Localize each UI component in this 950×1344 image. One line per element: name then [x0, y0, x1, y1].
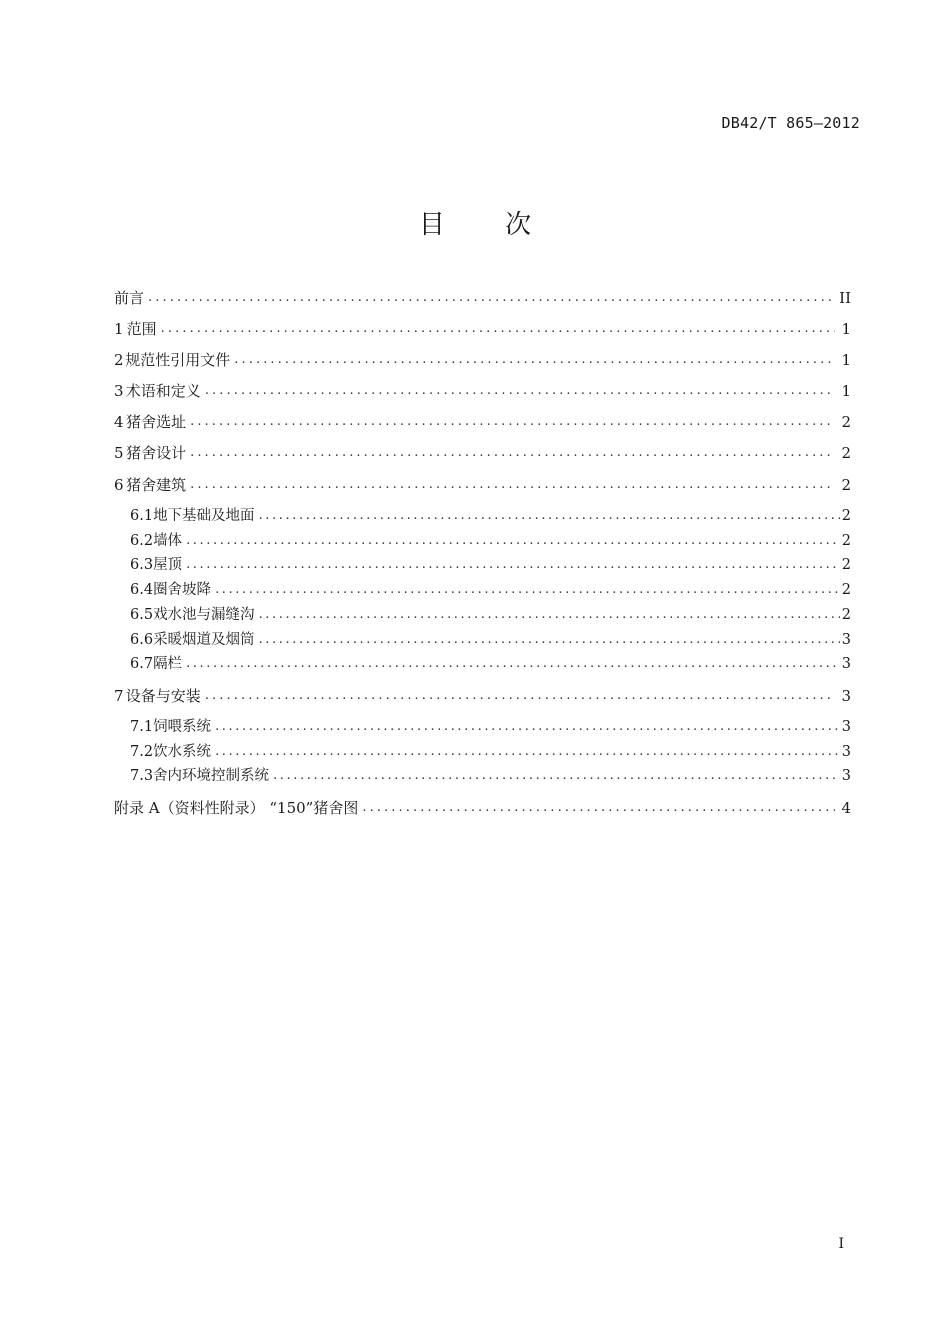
- dot-leader: [186, 555, 840, 575]
- toc-entry-number: 6.5: [130, 607, 154, 623]
- toc-entry-number: 6.6: [130, 632, 154, 648]
- toc-entry-page: 2: [841, 444, 851, 462]
- toc-entry-number: 6.2: [130, 533, 154, 549]
- toc-entry-1[interactable]: [114, 319, 851, 339]
- toc-entry-foreword[interactable]: [114, 288, 851, 308]
- toc-entry-label: 屋顶: [153, 557, 183, 573]
- toc-entry-6-4[interactable]: [114, 580, 851, 600]
- toc-entry-number: 7: [114, 687, 124, 705]
- toc-entry-number: 7.2: [130, 744, 154, 760]
- toc-entry-label: 猪舍建筑: [126, 476, 187, 494]
- toc-entry-page: 2: [841, 508, 851, 524]
- dot-leader: [205, 381, 835, 401]
- dot-leader: [190, 475, 835, 495]
- dot-leader: [186, 654, 840, 674]
- dot-leader: [190, 412, 835, 432]
- toc-entry-label: 地下基础及地面: [153, 508, 255, 524]
- toc-entry-label: 饲喂系统: [153, 719, 212, 735]
- toc-entry-number: 4: [114, 413, 124, 431]
- toc-entry-page: 2: [841, 582, 851, 598]
- toc-entry-page: 2: [841, 533, 851, 549]
- toc-entry-label: 附录 A（资料性附录） “150”猪舍图: [114, 799, 359, 817]
- toc-entry-number: 6.3: [130, 557, 154, 573]
- dot-leader: [215, 580, 840, 600]
- toc-entry-6-6[interactable]: [114, 630, 851, 650]
- dot-leader: [161, 319, 835, 339]
- dot-leader: [362, 798, 835, 818]
- toc-entry-4[interactable]: [114, 412, 851, 432]
- toc-entry-label: 猪舍设计: [126, 444, 187, 462]
- dot-leader: [186, 531, 840, 551]
- toc-entry-6-5[interactable]: [114, 605, 851, 625]
- toc-entry-label: 舍内环境控制系统: [153, 768, 270, 784]
- toc-entry-number: 6: [114, 476, 124, 494]
- toc-entry-6[interactable]: [114, 475, 851, 495]
- toc-entry-7-2[interactable]: [114, 742, 851, 762]
- dot-leader: [273, 766, 840, 786]
- toc-entry-6-7[interactable]: [114, 654, 851, 674]
- toc-entry-label: 墙体: [153, 533, 183, 549]
- toc-entry-page: 3: [841, 719, 851, 735]
- toc-entry-label: 前言: [114, 289, 145, 307]
- toc-entry-label: 范围: [126, 320, 157, 338]
- toc-entry-page: 4: [841, 799, 851, 817]
- toc-entry-page: II: [839, 289, 851, 307]
- toc-entry-number: 1: [114, 320, 124, 338]
- page-number: I: [838, 1236, 844, 1252]
- dot-leader: [215, 717, 840, 737]
- toc-entry-label: 术语和定义: [125, 382, 201, 400]
- toc-entry-page: 3: [841, 744, 851, 760]
- toc-entry-number: 7.3: [130, 768, 154, 784]
- toc-entry-label: 采暖烟道及烟筒: [153, 632, 255, 648]
- toc-entry-page: 3: [841, 768, 851, 784]
- toc-entry-label: 戏水池与漏缝沟: [153, 607, 255, 623]
- toc-entry-number: 6.7: [130, 656, 154, 672]
- toc-entry-page: 1: [841, 320, 851, 338]
- toc-entry-label: 圈舍坡降: [153, 582, 212, 598]
- toc-entry-page: 3: [841, 656, 851, 672]
- toc-entry-number: 6.4: [130, 582, 154, 598]
- toc-entry-label: 规范性引用文件: [125, 351, 231, 369]
- dot-leader: [234, 350, 835, 370]
- standard-code: DB42/T 865—2012: [721, 114, 860, 132]
- toc-entry-label: 隔栏: [153, 656, 183, 672]
- toc-entry-appendix-a[interactable]: [114, 798, 851, 818]
- dot-leader: [259, 506, 840, 526]
- toc-entry-page: 2: [841, 476, 851, 494]
- toc-entry-3[interactable]: [114, 381, 851, 401]
- toc-entry-6-1[interactable]: [114, 506, 851, 526]
- toc-entry-number: 7.1: [130, 719, 154, 735]
- toc-entry-7-1[interactable]: [114, 717, 851, 737]
- dot-leader: [215, 742, 840, 762]
- toc-entry-page: 2: [841, 607, 851, 623]
- toc-entry-number: 2: [114, 351, 124, 369]
- dot-leader: [259, 605, 840, 625]
- toc-entry-number: 3: [114, 382, 124, 400]
- toc-entry-label: 设备与安装: [125, 687, 201, 705]
- toc-entry-number: 6.1: [130, 508, 154, 524]
- toc-entry-page: 3: [841, 687, 851, 705]
- dot-leader: [259, 630, 840, 650]
- toc-title: 目 次: [418, 210, 558, 240]
- dot-leader: [205, 686, 835, 706]
- toc-entry-6-3[interactable]: [114, 555, 851, 575]
- toc-entry-page: 2: [841, 413, 851, 431]
- dot-leader: [190, 443, 835, 463]
- toc-entry-5[interactable]: [114, 443, 851, 463]
- dot-leader: [148, 288, 833, 308]
- toc-entry-label: 猪舍选址: [126, 413, 187, 431]
- toc-entry-page: 3: [841, 632, 851, 648]
- toc-entry-number: 5: [114, 444, 124, 462]
- toc-entry-2[interactable]: [114, 350, 851, 370]
- toc-entry-7-3[interactable]: [114, 766, 851, 786]
- toc-entry-page: 1: [841, 382, 851, 400]
- toc-entry-page: 1: [841, 351, 851, 369]
- toc-entry-7[interactable]: [114, 686, 851, 706]
- toc-entry-6-2[interactable]: [114, 531, 851, 551]
- toc-entry-label: 饮水系统: [153, 744, 212, 760]
- toc-entry-page: 2: [841, 557, 851, 573]
